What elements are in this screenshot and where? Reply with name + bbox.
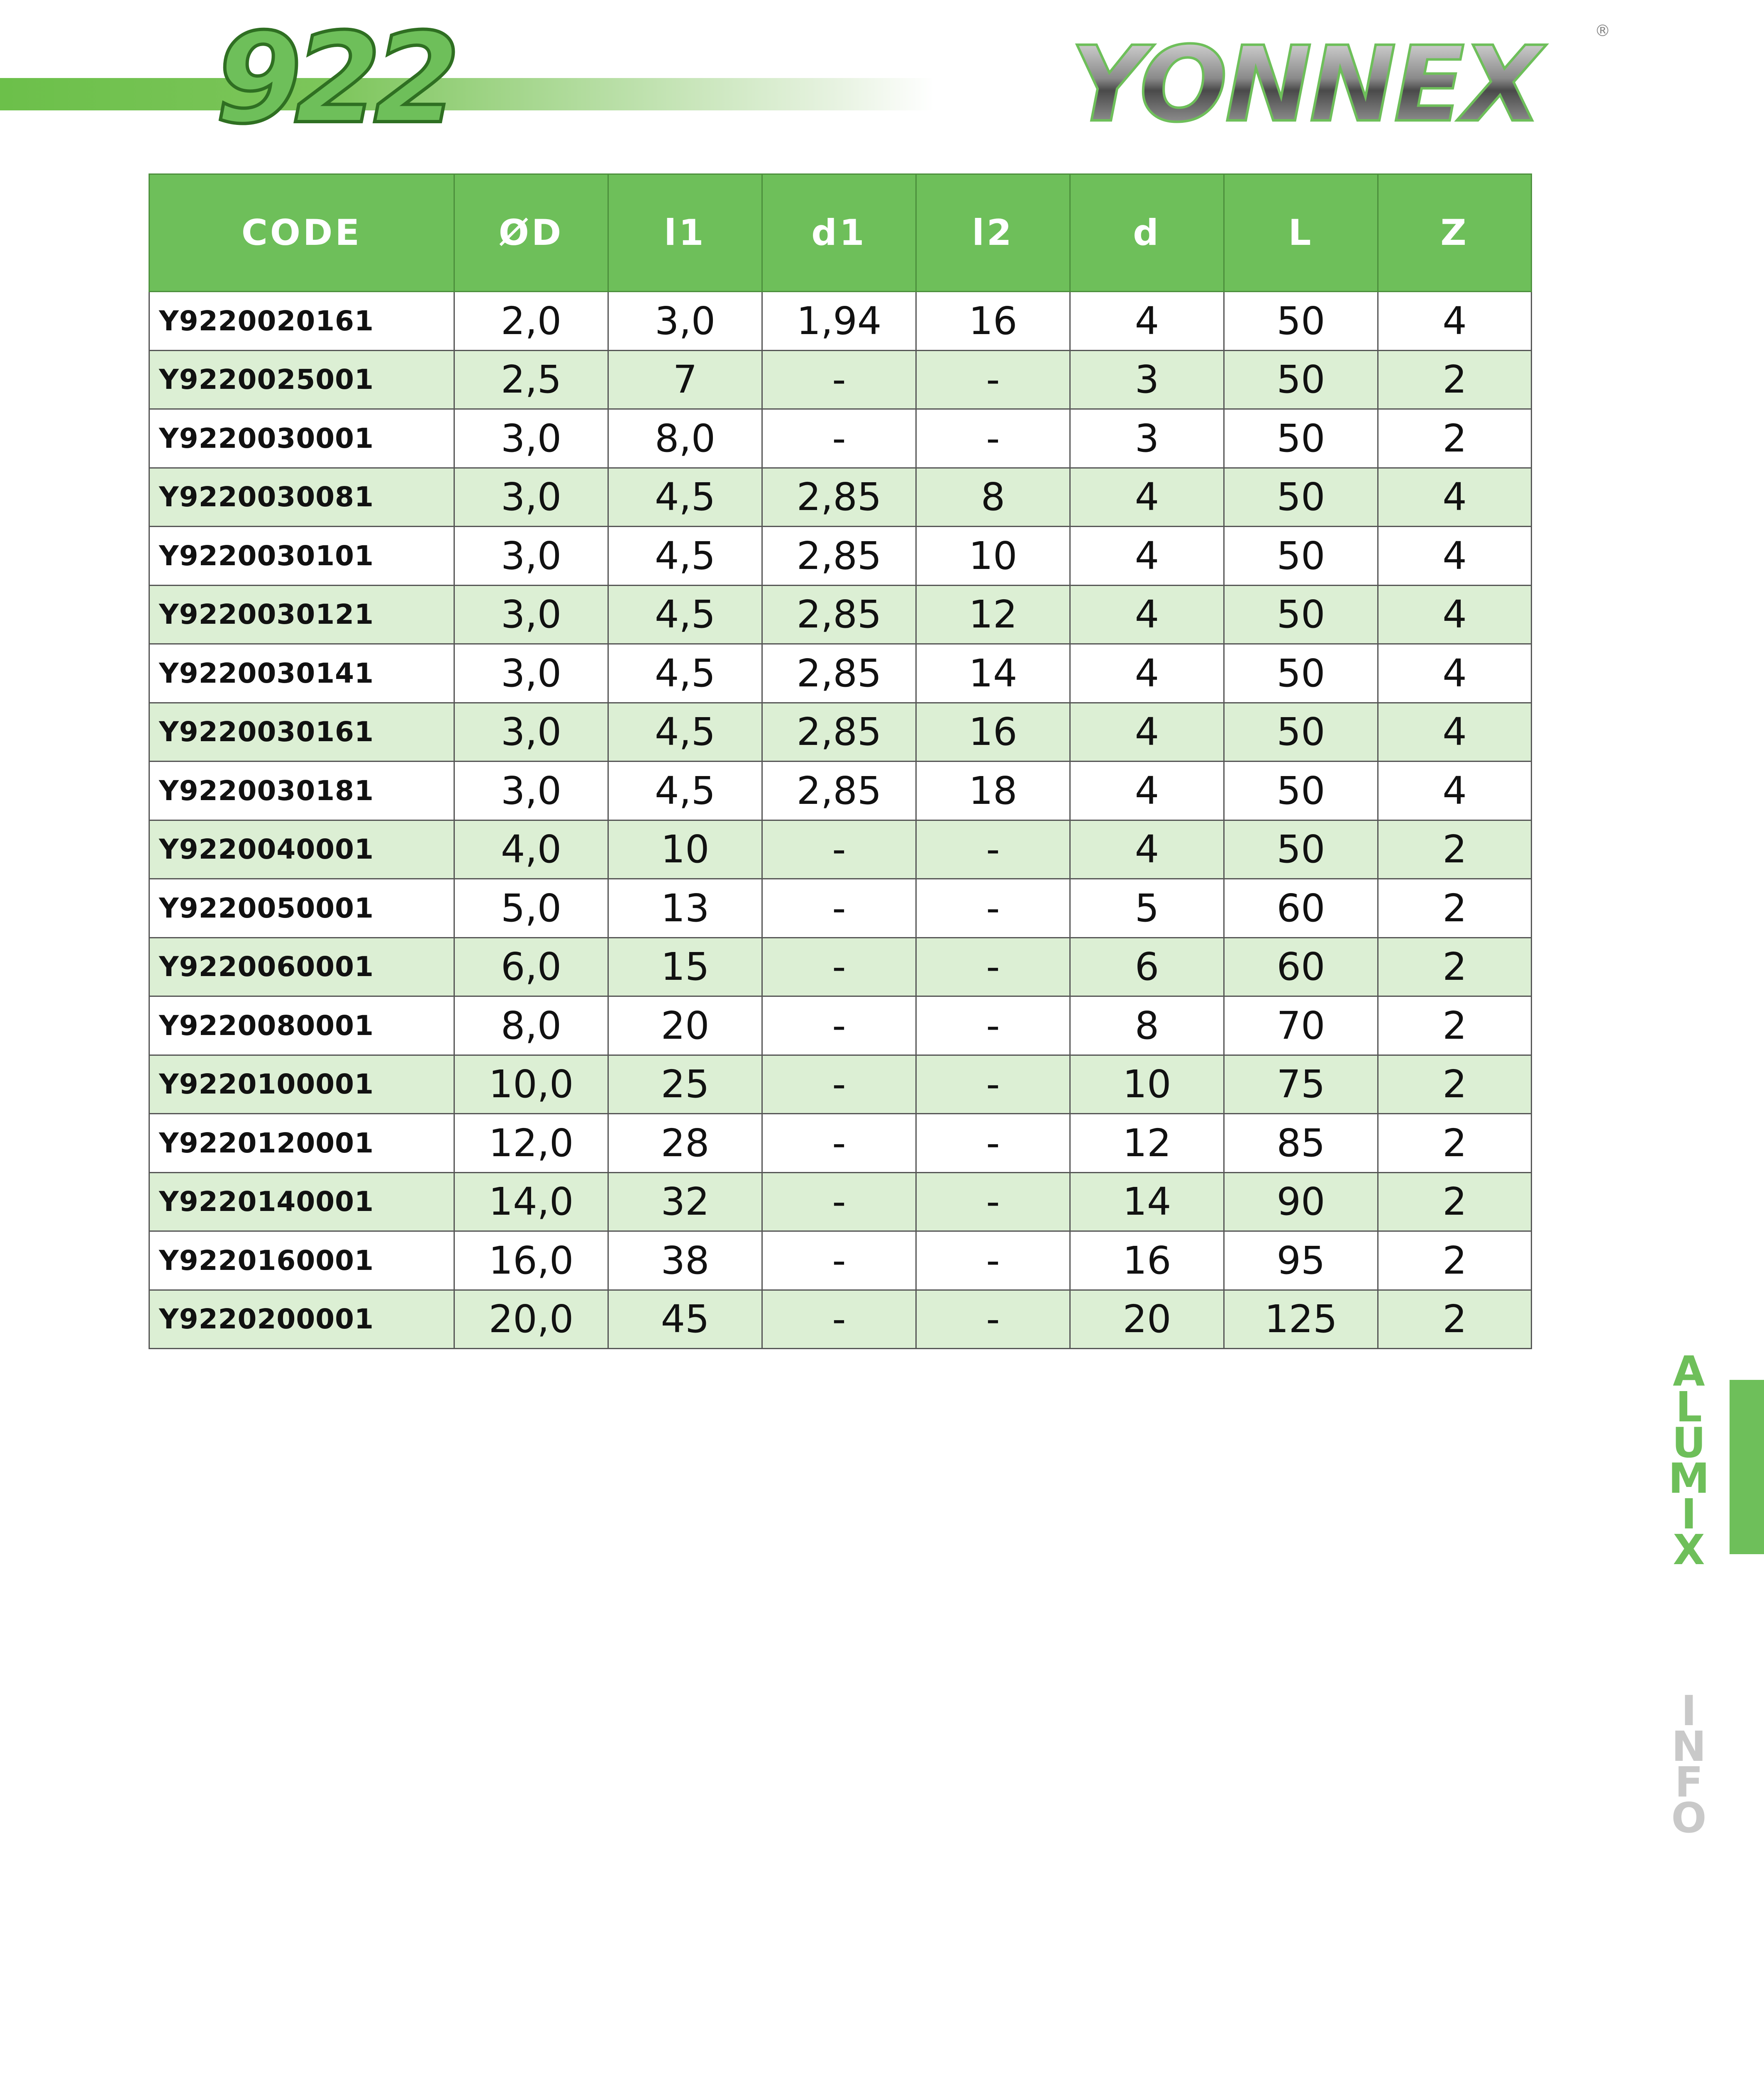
table-row xyxy=(149,703,1532,762)
column-header-4: l2 xyxy=(916,174,1070,292)
alumix-tab-label[interactable]: A L U M I X xyxy=(1668,1347,1710,1574)
table-cell: - xyxy=(916,350,1070,409)
table-cell: 10 xyxy=(916,527,1070,586)
table-cell: - xyxy=(916,1114,1070,1173)
product-code-cell: Y9220080001 xyxy=(149,996,454,1055)
table-cell: 45 xyxy=(608,1290,762,1349)
table-row xyxy=(149,1114,1532,1173)
product-code-cell: Y9220120001 xyxy=(149,1114,454,1173)
table-cell: - xyxy=(916,937,1070,996)
table-cell: 12,0 xyxy=(454,1114,608,1173)
product-code-cell: Y9220030161 xyxy=(149,703,454,762)
table-cell: - xyxy=(762,409,916,468)
table-row xyxy=(149,1055,1532,1114)
table-cell: 7 xyxy=(608,350,762,409)
table-cell: 3,0 xyxy=(454,644,608,703)
table-cell: - xyxy=(762,1114,916,1173)
table-cell: 4 xyxy=(1378,585,1532,644)
table-cell: 4,5 xyxy=(608,703,762,762)
product-code-cell: Y9220030101 xyxy=(149,527,454,586)
table-cell: - xyxy=(916,820,1070,879)
table-cell: 95 xyxy=(1224,1231,1378,1290)
product-code-cell: Y9220030141 xyxy=(149,644,454,703)
table-cell: 60 xyxy=(1224,937,1378,996)
table-row xyxy=(149,350,1532,409)
table-cell: 3,0 xyxy=(454,585,608,644)
table-body xyxy=(149,292,1532,1349)
table-cell: 14 xyxy=(916,644,1070,703)
table-cell: 6,0 xyxy=(454,937,608,996)
table-cell: 16 xyxy=(916,703,1070,762)
table-cell: 2,85 xyxy=(762,762,916,820)
table-cell: 2 xyxy=(1378,350,1532,409)
table-cell: 3,0 xyxy=(608,292,762,351)
table-cell: 75 xyxy=(1224,1055,1378,1114)
table-cell: 12 xyxy=(1070,1114,1224,1173)
table-row xyxy=(149,527,1532,586)
table-cell: 4,5 xyxy=(608,468,762,527)
table-row xyxy=(149,879,1532,938)
table-row xyxy=(149,1290,1532,1349)
table-cell: 2 xyxy=(1378,937,1532,996)
table-cell: - xyxy=(916,1055,1070,1114)
table-cell: 8,0 xyxy=(454,996,608,1055)
table-cell: 3 xyxy=(1070,409,1224,468)
product-code-cell: Y9220030081 xyxy=(149,468,454,527)
table-row xyxy=(149,644,1532,703)
table-cell: 60 xyxy=(1224,879,1378,938)
table-cell: - xyxy=(762,1055,916,1114)
product-code-cell: Y9220160001 xyxy=(149,1231,454,1290)
table-row xyxy=(149,409,1532,468)
table-cell: 125 xyxy=(1224,1290,1378,1349)
product-code-cell: Y9220030121 xyxy=(149,585,454,644)
product-code-cell: Y9220040001 xyxy=(149,820,454,879)
table-cell: - xyxy=(916,1231,1070,1290)
table-cell: 2,85 xyxy=(762,468,916,527)
table-cell: 20,0 xyxy=(454,1290,608,1349)
table-cell: 8 xyxy=(1070,996,1224,1055)
table-cell: 1,94 xyxy=(762,292,916,351)
brand-name: YONNEX xyxy=(1070,29,1540,137)
table-cell: 4,5 xyxy=(608,644,762,703)
table-cell: 2,85 xyxy=(762,644,916,703)
table-cell: 2 xyxy=(1378,1055,1532,1114)
table-cell: 50 xyxy=(1224,350,1378,409)
table-cell: - xyxy=(916,1172,1070,1231)
table-cell: - xyxy=(916,1290,1070,1349)
table-cell: 16,0 xyxy=(454,1231,608,1290)
table-row xyxy=(149,996,1532,1055)
table-cell: 4,5 xyxy=(608,585,762,644)
table-cell: 50 xyxy=(1224,762,1378,820)
column-header-0: CODE xyxy=(149,174,454,292)
table-cell: 3,0 xyxy=(454,527,608,586)
table-cell: 50 xyxy=(1224,409,1378,468)
table-cell: 50 xyxy=(1224,292,1378,351)
table-cell: - xyxy=(762,1290,916,1349)
column-header-3: d1 xyxy=(762,174,916,292)
table-cell: 70 xyxy=(1224,996,1378,1055)
table-cell: 16 xyxy=(1070,1231,1224,1290)
table-cell: 90 xyxy=(1224,1172,1378,1231)
table-cell: 4 xyxy=(1070,527,1224,586)
table-cell: 10 xyxy=(608,820,762,879)
table-cell: 2,85 xyxy=(762,585,916,644)
table-cell: 3,0 xyxy=(454,762,608,820)
product-code-cell: Y9220050001 xyxy=(149,879,454,938)
table-cell: 3,0 xyxy=(454,468,608,527)
table-cell: 2 xyxy=(1378,409,1532,468)
column-header-7: Z xyxy=(1378,174,1532,292)
table-cell: 2 xyxy=(1378,1290,1532,1349)
table-cell: 14,0 xyxy=(454,1172,608,1231)
table-cell: 50 xyxy=(1224,527,1378,586)
table-cell: 50 xyxy=(1224,585,1378,644)
table-cell: 20 xyxy=(608,996,762,1055)
table-cell: 16 xyxy=(916,292,1070,351)
table-cell: 8 xyxy=(916,468,1070,527)
table-cell: 4,0 xyxy=(454,820,608,879)
table-row xyxy=(149,1172,1532,1231)
table-row xyxy=(149,292,1532,351)
table-cell: 2,85 xyxy=(762,527,916,586)
product-code-cell: Y9220100001 xyxy=(149,1055,454,1114)
table-cell: 50 xyxy=(1224,703,1378,762)
column-header-6: L xyxy=(1224,174,1378,292)
table-cell: - xyxy=(762,350,916,409)
table-cell: 5,0 xyxy=(454,879,608,938)
table-cell: 14 xyxy=(1070,1172,1224,1231)
table-row xyxy=(149,762,1532,820)
table-cell: 4 xyxy=(1378,292,1532,351)
table-cell: - xyxy=(762,879,916,938)
table-cell: 10 xyxy=(1070,1055,1224,1114)
table-cell: 50 xyxy=(1224,820,1378,879)
table-cell: 2 xyxy=(1378,820,1532,879)
table-cell: 4 xyxy=(1378,527,1532,586)
table-cell: 2 xyxy=(1378,879,1532,938)
table-cell: 5 xyxy=(1070,879,1224,938)
series-number-logo xyxy=(185,24,483,140)
table-cell: 2,0 xyxy=(454,292,608,351)
table-cell: 20 xyxy=(1070,1290,1224,1349)
product-code-cell: Y9220030181 xyxy=(149,762,454,820)
table-row xyxy=(149,585,1532,644)
product-table xyxy=(149,173,1532,1349)
table-cell: 50 xyxy=(1224,644,1378,703)
table-cell: 18 xyxy=(916,762,1070,820)
table-cell: 8,0 xyxy=(608,409,762,468)
table-cell: 6 xyxy=(1070,937,1224,996)
product-code-cell: Y9220025001 xyxy=(149,350,454,409)
table-cell: 38 xyxy=(608,1231,762,1290)
product-code-cell: Y9220060001 xyxy=(149,937,454,996)
table-cell: 2 xyxy=(1378,996,1532,1055)
column-header-5: d xyxy=(1070,174,1224,292)
table-cell: 3,0 xyxy=(454,703,608,762)
brand-logo xyxy=(1004,29,1606,137)
table-cell: 4 xyxy=(1070,762,1224,820)
table-cell: 2,85 xyxy=(762,703,916,762)
table-cell: 4 xyxy=(1378,468,1532,527)
table-cell: 15 xyxy=(608,937,762,996)
product-code-cell: Y9220030001 xyxy=(149,409,454,468)
table-cell: 10,0 xyxy=(454,1055,608,1114)
table-cell: - xyxy=(762,996,916,1055)
table-row xyxy=(149,1231,1532,1290)
product-code-cell: Y9220020161 xyxy=(149,292,454,351)
column-header-2: l1 xyxy=(608,174,762,292)
table-cell: 4,5 xyxy=(608,527,762,586)
table-cell: 4 xyxy=(1070,703,1224,762)
table-cell: - xyxy=(762,1172,916,1231)
table-cell: 4,5 xyxy=(608,762,762,820)
table-cell: 4 xyxy=(1378,703,1532,762)
table-cell: 50 xyxy=(1224,468,1378,527)
table-header-row xyxy=(149,174,1532,292)
table-cell: 3,0 xyxy=(454,409,608,468)
table-cell: 2 xyxy=(1378,1114,1532,1173)
table-cell: 13 xyxy=(608,879,762,938)
table-cell: 12 xyxy=(916,585,1070,644)
table-cell: 85 xyxy=(1224,1114,1378,1173)
table-row xyxy=(149,468,1532,527)
registered-mark: ® xyxy=(1595,22,1610,40)
alumix-tab-marker[interactable] xyxy=(1730,1380,1764,1554)
column-header-1: ØD xyxy=(454,174,608,292)
series-number: 922 xyxy=(215,24,453,140)
table-cell: 28 xyxy=(608,1114,762,1173)
product-code-cell: Y9220140001 xyxy=(149,1172,454,1231)
table-cell: 2,5 xyxy=(454,350,608,409)
table-cell: 4 xyxy=(1070,468,1224,527)
product-code-cell: Y9220200001 xyxy=(149,1290,454,1349)
table-cell: 4 xyxy=(1070,292,1224,351)
table-row xyxy=(149,937,1532,996)
table-cell: - xyxy=(916,879,1070,938)
table-cell: - xyxy=(916,409,1070,468)
table-cell: 2 xyxy=(1378,1231,1532,1290)
table-cell: - xyxy=(916,996,1070,1055)
table-cell: 4 xyxy=(1070,644,1224,703)
table-cell: 4 xyxy=(1070,585,1224,644)
table-cell: 25 xyxy=(608,1055,762,1114)
table-cell: 2 xyxy=(1378,1172,1532,1231)
table-row xyxy=(149,820,1532,879)
table-cell: 4 xyxy=(1378,644,1532,703)
table-cell: - xyxy=(762,820,916,879)
info-tab-label[interactable]: I N F O xyxy=(1671,1687,1707,1842)
table-cell: 32 xyxy=(608,1172,762,1231)
table-cell: - xyxy=(762,937,916,996)
table-cell: 4 xyxy=(1070,820,1224,879)
table-cell: 3 xyxy=(1070,350,1224,409)
table-cell: 4 xyxy=(1378,762,1532,820)
table-cell: - xyxy=(762,1231,916,1290)
